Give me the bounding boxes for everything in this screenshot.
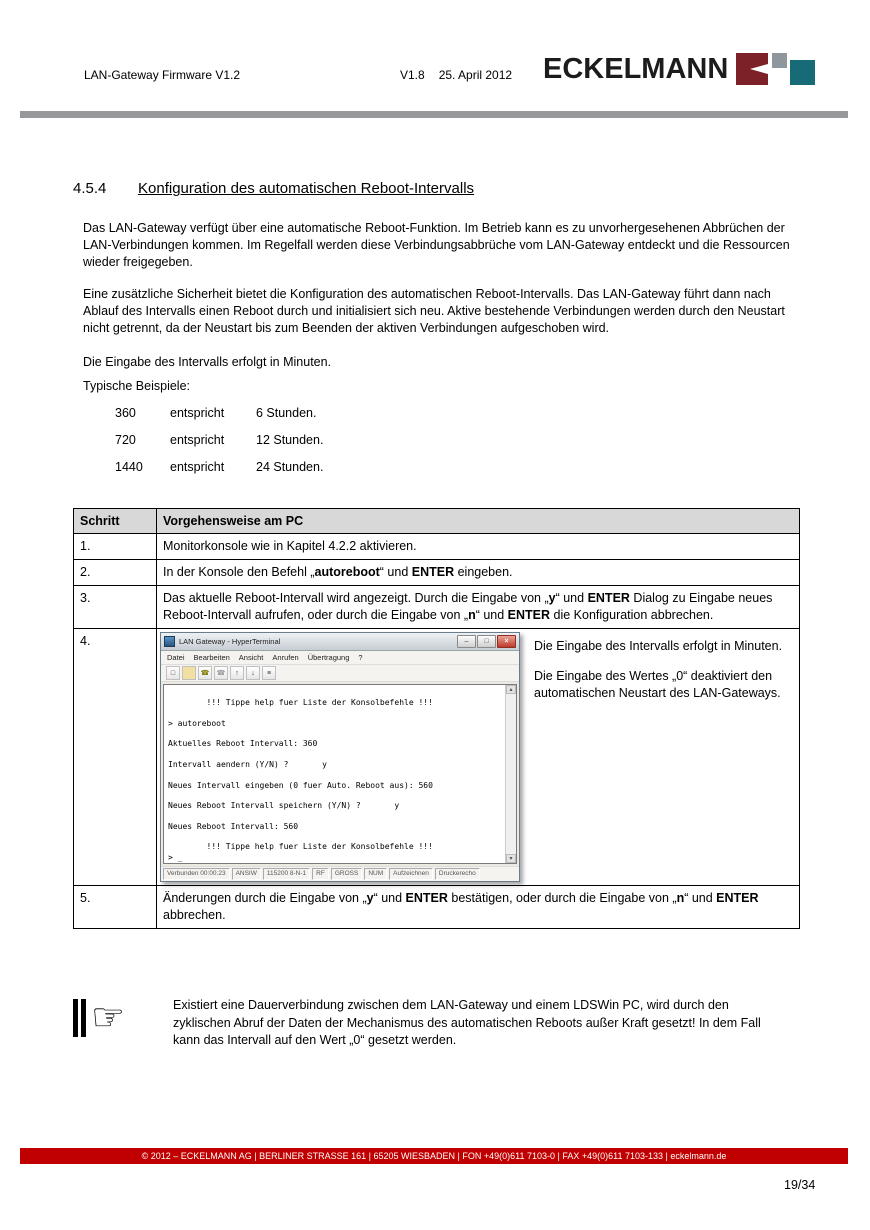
menu-item[interactable]: Datei [167, 653, 185, 662]
examples-list [115, 405, 807, 476]
table-row [74, 629, 800, 886]
terminal-menu-bar [161, 651, 519, 665]
example-equals: entspricht [170, 406, 225, 420]
text-segment: Das aktuelle Reboot-Intervall wird angezeigt. Durch die Eingabe von „ [163, 591, 549, 605]
properties-icon[interactable] [262, 666, 276, 680]
status-item: Verbunden 00:00:23 [163, 868, 230, 880]
header-date: 25. April 2012 [438, 68, 513, 82]
side-note: Die Eingabe des Intervalls erfolgt in Minuten. [534, 639, 783, 653]
text-segment: n [676, 891, 685, 905]
status-item: 115200 8-N-1 [263, 868, 310, 880]
text-segment: ENTER [405, 891, 448, 905]
section-title: Konfiguration des automatischen Reboot-Intervalls [138, 180, 475, 197]
terminal-line [168, 729, 505, 739]
menu-item[interactable]: ? [358, 653, 363, 662]
text-segment: ENTER [716, 891, 759, 905]
text-segment: bestätigen, oder durch die Eingabe von „ [447, 891, 677, 905]
example-hours: 24 Stunden. [256, 460, 324, 474]
example-minutes: 1440 [115, 460, 143, 474]
text-segment: autoreboot [314, 565, 380, 579]
header-divider [20, 111, 848, 118]
terminal-line [168, 688, 505, 698]
step-cell: 2. [74, 560, 157, 586]
table-header-procedure: Vorgehensweise am PC [157, 509, 800, 534]
terminal-toolbar [161, 665, 519, 682]
text-segment: “ und [475, 608, 508, 622]
pointing-hand-icon: ☞ [73, 995, 161, 1041]
new-connection-icon[interactable] [166, 666, 180, 680]
example-hours: 6 Stunden. [256, 406, 317, 420]
terminal-line [168, 709, 505, 719]
terminal-line [168, 832, 505, 842]
text-segment: “ und [373, 891, 406, 905]
procedure-cell [157, 886, 800, 929]
terminal-line [168, 791, 505, 801]
terminal-line: > _ [168, 852, 183, 862]
page-number: 19/34 [784, 1178, 816, 1192]
example-hours: 12 Stunden. [256, 433, 324, 447]
procedure-cell [157, 586, 800, 629]
receive-icon[interactable] [246, 666, 260, 680]
menu-item[interactable]: Übertragung [307, 653, 350, 662]
text-segment: “ und [379, 565, 412, 579]
terminal-window [160, 632, 520, 882]
status-item: Druckerecho [435, 868, 480, 880]
terminal-body [163, 684, 517, 864]
text-segment: abbrechen. [163, 908, 226, 922]
status-item: NUM [364, 868, 387, 880]
paragraph: Die Eingabe des Intervalls erfolgt in Minuten. [83, 355, 332, 369]
minimize-button[interactable] [457, 635, 476, 648]
text-segment: y [366, 891, 374, 905]
terminal-line [168, 770, 505, 780]
terminal-title: LAN Gateway - HyperTerminal [179, 637, 281, 646]
menu-item[interactable]: Ansicht [238, 653, 264, 662]
terminal-line: > autoreboot [168, 718, 226, 728]
hangup-icon[interactable] [214, 666, 228, 680]
section-number: 4.5.4 [73, 180, 107, 197]
procedure-cell [157, 629, 800, 886]
terminal-status-bar [161, 866, 519, 881]
menu-item[interactable]: Anrufen [272, 653, 299, 662]
terminal-screen [164, 685, 505, 863]
table-header-step: Schritt [74, 509, 157, 534]
procedure-cell [157, 560, 800, 586]
scroll-down-icon[interactable]: ▾ [506, 854, 516, 863]
note-text: Existiert eine Dauerverbindung zwischen dem LAN-Gateway und einem LDSWin PC, wird durch den zyklischen Abruf der Daten der Mechanismus des automatischen Reboots außer Kraft gesetzt! In dem Fall kann das Intervall auf den Wert „0“ gesetzt werden. [173, 998, 761, 1047]
step-cell: 4. [74, 629, 157, 886]
terminal-line: !!! Tippe help fuer Liste der Konsolbefehle !!! [168, 842, 433, 852]
brand [543, 52, 820, 86]
menu-item[interactable]: Bearbeiten [193, 653, 230, 662]
send-icon[interactable] [230, 666, 244, 680]
terminal-line [168, 812, 505, 822]
text-segment: y [548, 591, 556, 605]
eckelmann-logo-icon [736, 52, 820, 86]
step-cell: 5. [74, 886, 157, 929]
terminal-line: Neues Reboot Intervall: 560 [168, 821, 299, 831]
footer-bar [20, 1148, 848, 1164]
hyperterminal-icon [164, 636, 175, 647]
table-row [74, 534, 800, 560]
paragraph: Das LAN-Gateway verfügt über eine automatische Reboot-Funktion. Im Betrieb kann es zu unvorhergesehenen Abbrüchen der LAN-Verbindungen kommen. Im Regelfall werden diese Verbindungsabbrüche vom LAN-Gateway entdeckt und die Ressourcen wieder freigegeben. [83, 221, 790, 269]
maximize-button[interactable] [477, 635, 496, 648]
header-version-date [400, 68, 526, 82]
note-box [73, 995, 805, 1050]
terminal-line: !!! Tippe help fuer Liste der Konsolbefehle !!! [168, 698, 433, 708]
status-item: Aufzeichnen [389, 868, 433, 880]
example-minutes: 360 [115, 406, 136, 420]
example-equals: entspricht [170, 460, 225, 474]
call-icon[interactable] [198, 666, 212, 680]
brand-wordmark: ECKELMANN [543, 52, 729, 85]
terminal-line [168, 750, 505, 760]
text-segment: ENTER [587, 591, 630, 605]
main-content [73, 180, 807, 929]
footer-text: © 2012 – ECKELMANN AG | BERLINER STRASSE 161 | 65205 WIESBADEN | FON +49(0)611 7103-0 | FAX +49(0)611 7103-133 | eckelmann.de [141, 1151, 727, 1161]
status-item: RF [312, 868, 329, 880]
header-doc-title: LAN-Gateway Firmware V1.2 [84, 68, 241, 82]
terminal-line: Intervall aendern (Y/N) ? y [168, 760, 327, 770]
side-note: Die Eingabe des Wertes „0“ deaktiviert den automatischen Neustart des LAN-Gateways. [534, 669, 781, 700]
table-row [74, 586, 800, 629]
status-item: GROSS [331, 868, 362, 880]
example-row [115, 405, 807, 422]
example-row [115, 432, 807, 449]
text-segment: eingeben. [454, 565, 513, 579]
side-notes [534, 632, 796, 715]
text-segment: “ und [684, 891, 717, 905]
text-segment: “ und [555, 591, 588, 605]
text-segment: ENTER [507, 608, 551, 622]
terminal-line: Neues Reboot Intervall speichern (Y/N) ? y [168, 801, 400, 811]
scroll-up-icon[interactable]: ▴ [506, 685, 516, 694]
text-segment: die Konfiguration abbrechen. [550, 608, 714, 622]
terminal-line: Aktuelles Reboot Intervall: 360 [168, 739, 318, 749]
procedure-cell: Monitorkonsole wie in Kapitel 4.2.2 aktivieren. [157, 534, 800, 560]
paragraph: Eine zusätzliche Sicherheit bietet die Konfiguration des automatischen Reboot-Intervalls. Das LAN-Gateway führt dann nach Ablauf des Intervalls einen Reboot durch und initialisiert sich neu. Aktive bestehende Verbindungen werden durch den Neustart nicht getrennt, da der Neustart bis zum Beenden der aktiven Verbindungen aufgeschoben wird. [83, 287, 785, 335]
header-version: V1.8 [400, 68, 425, 82]
steps-table [73, 508, 800, 929]
example-minutes: 720 [115, 433, 136, 447]
table-row [74, 886, 800, 929]
status-item: ANSIW [232, 868, 261, 880]
section-heading [73, 180, 807, 197]
text-segment: n [468, 608, 476, 622]
text-segment: ENTER [411, 565, 455, 579]
open-icon[interactable] [182, 666, 196, 680]
example-row [115, 459, 807, 476]
text-segment: In der Konsole den Befehl „ [163, 565, 315, 579]
table-header-row [74, 509, 800, 534]
example-equals: entspricht [170, 433, 225, 447]
close-button[interactable] [497, 635, 516, 648]
terminal-line: Neues Intervall eingeben (0 fuer Auto. Reboot aus): 560 [168, 780, 433, 790]
step-cell: 3. [74, 586, 157, 629]
paragraph: Typische Beispiele: [83, 379, 191, 393]
text-segment: Dialog zu Eingabe neues Reboot-Intervall aufrufen, oder durch die Eingabe von „ [163, 591, 773, 622]
step-cell: 1. [74, 534, 157, 560]
terminal-scrollbar[interactable] [505, 685, 516, 863]
table-row [74, 560, 800, 586]
text-segment: Änderungen durch die Eingabe von „ [163, 891, 367, 905]
